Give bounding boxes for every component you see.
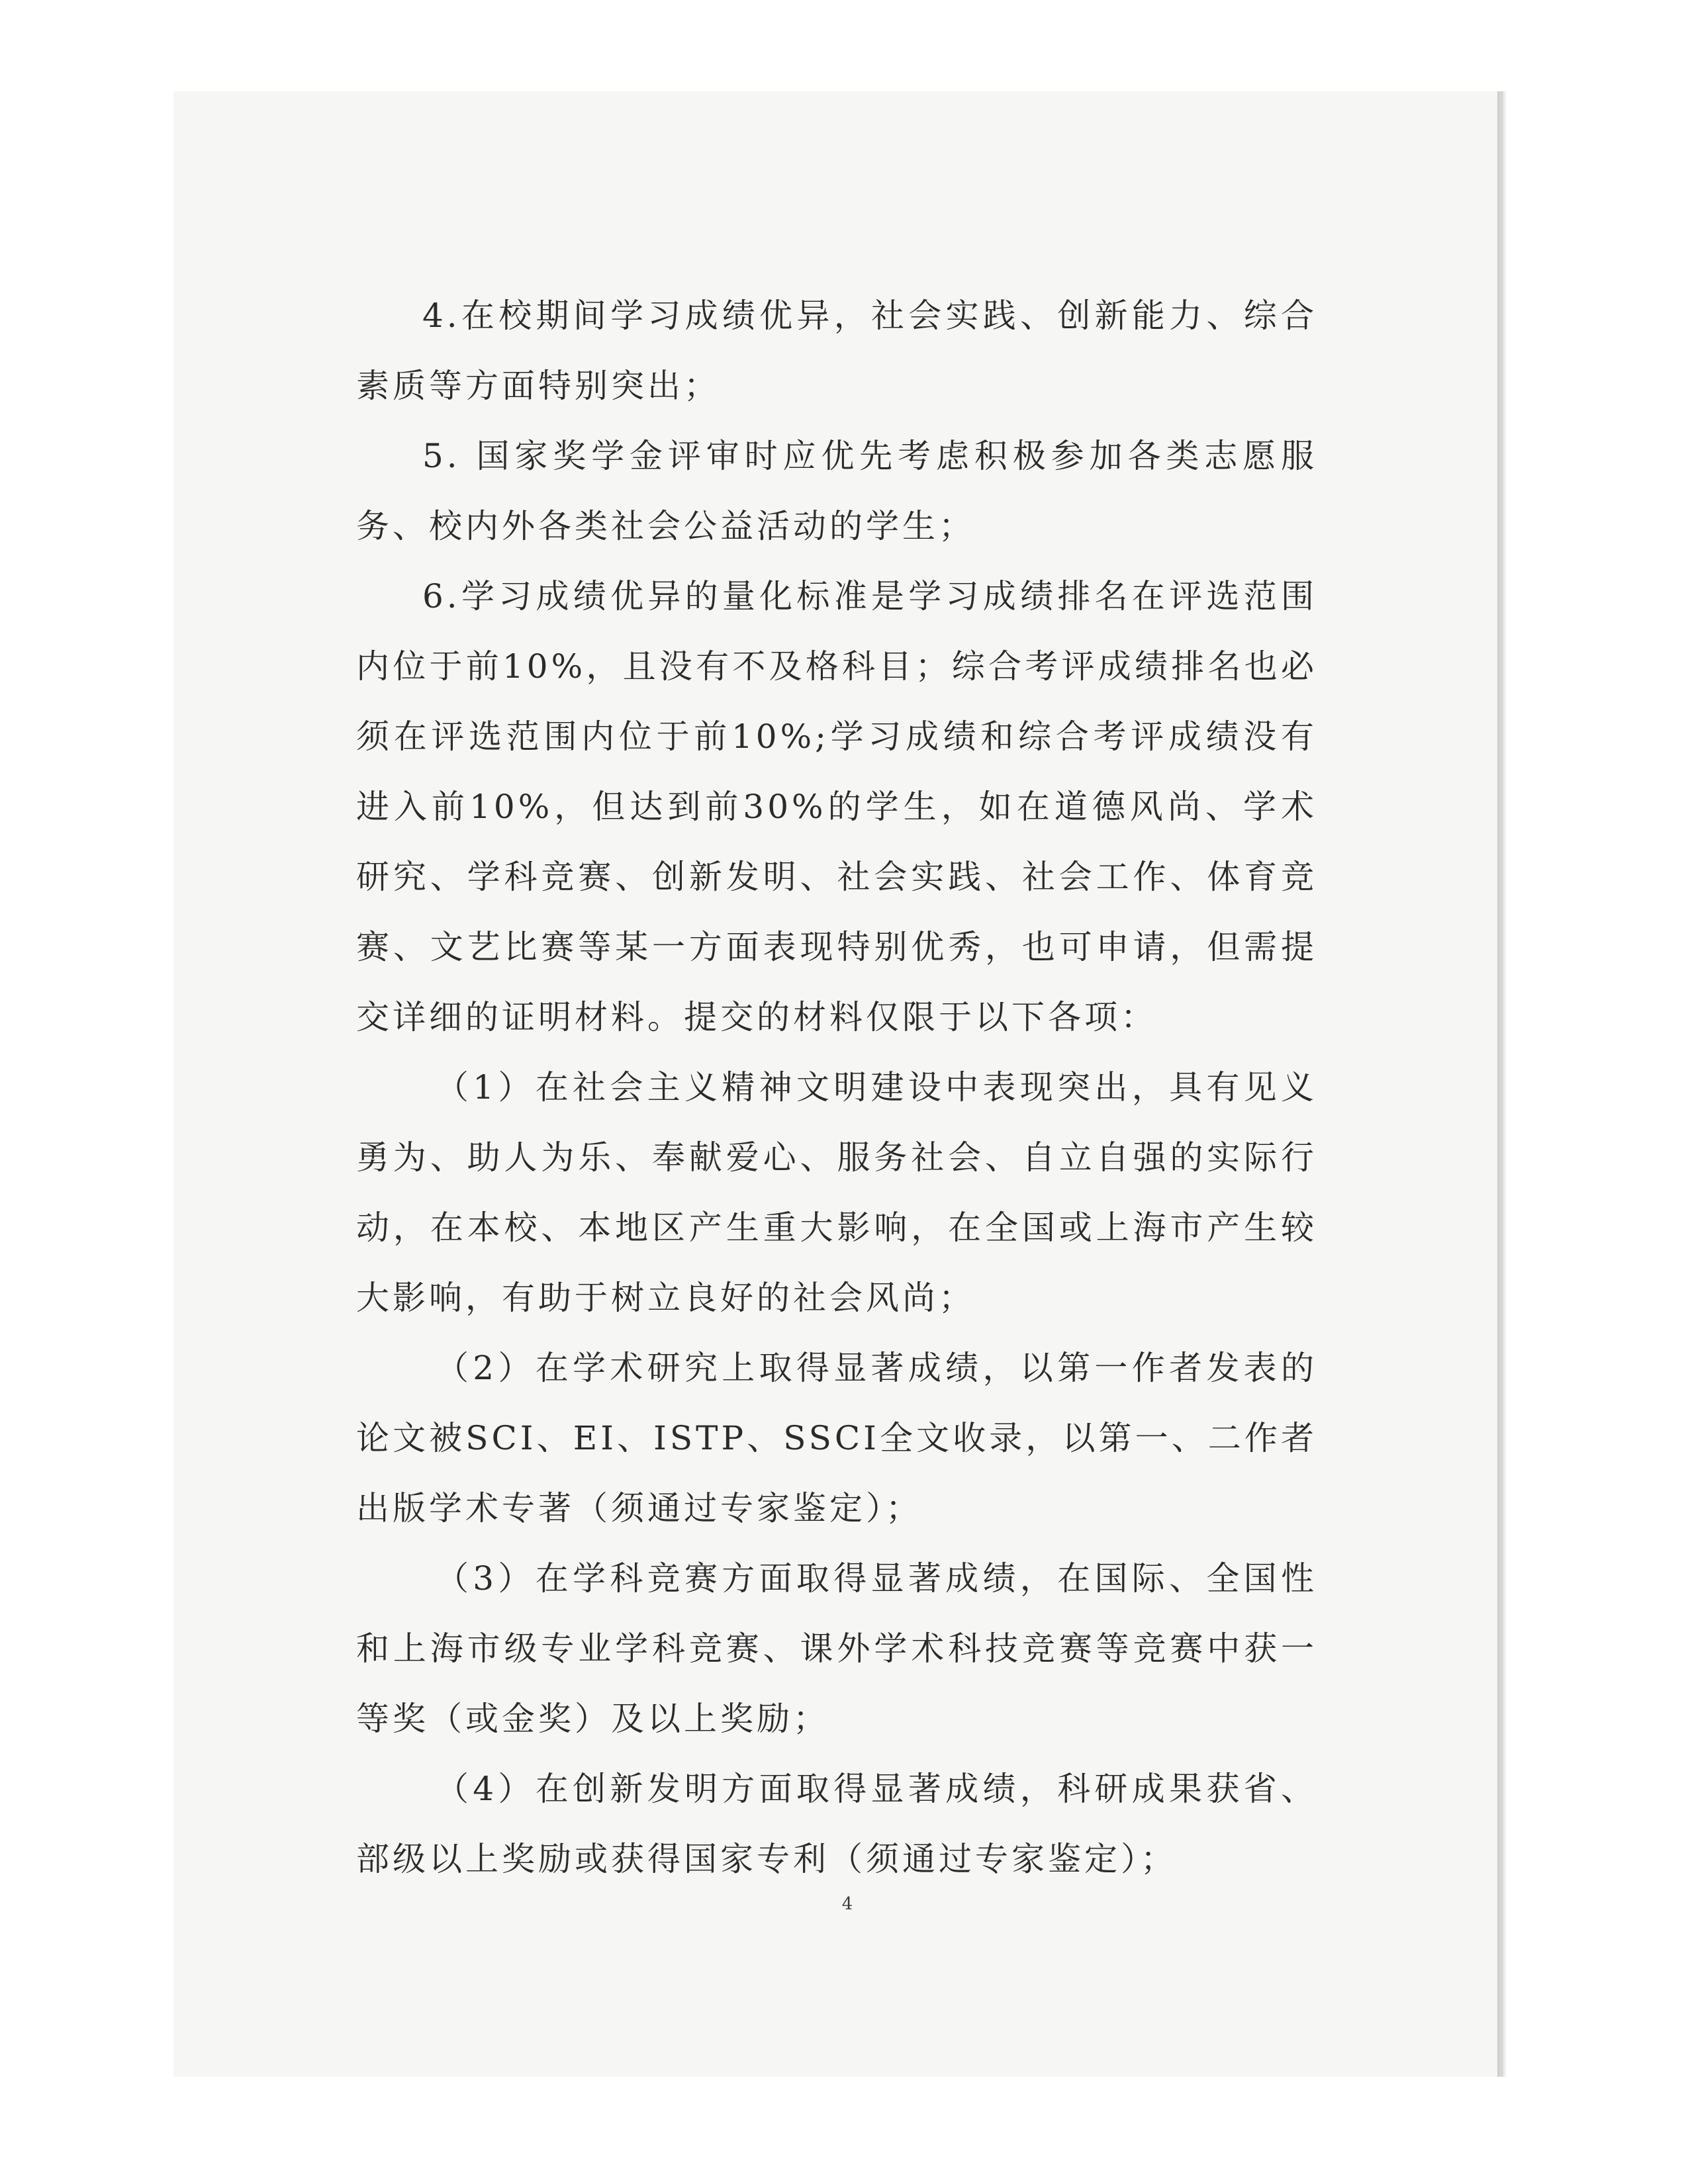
paragraph-4: 4.在校期间学习成绩优异，社会实践、创新能力、综合素质等方面特别突出；: [356, 296, 1317, 405]
list-item-4: （4）在创新发明方面取得显著成绩，科研成果获省、部级以上奖励或获得国家专利（须通过专家鉴定）；: [356, 1770, 1317, 1878]
paragraph-5: 5. 国家奖学金评审时应优先考虑积极参加各类志愿服务、校内外各类社会公益活动的学生；: [356, 437, 1317, 545]
page-number: 4: [841, 1894, 853, 1914]
paragraph-6: 6.学习成绩优异的量化标准是学习成绩排名在评选范围内位于前10%，且没有不及格科目；综合考评成绩排名也必须在评选范围内位于前10%;学习成绩和综合考评成绩没有进入前10%，但达到前30%的学生，如在道德风尚、学术研究、学科竞赛、创新发明、社会实践、社会工作、体育竞赛、文艺比赛等某一方面表现特别优秀，也可申请，但需提交详细的证明材料。提交的材料仅限于以下各项：: [356, 577, 1317, 1036]
document-body: [356, 281, 1317, 1894]
list-item-3: （3）在学科竞赛方面取得显著成绩，在国际、全国性和上海市级专业学科竞赛、课外学术科技竞赛等竞赛中获一等奖（或金奖）及以上奖励；: [356, 1559, 1317, 1738]
list-item-1: （1）在社会主义精神文明建设中表现突出，具有见义勇为、助人为乐、奉献爱心、服务社会、自立自强的实际行动，在本校、本地区产生重大影响，在全国或上海市产生较大影响，有助于树立良好的社会风尚；: [356, 1068, 1317, 1317]
list-item-2: （2）在学术研究上取得显著成绩，以第一作者发表的论文被SCI、EI、ISTP、SSCI全文收录，以第一、二作者出版学术专著（须通过专家鉴定）；: [356, 1349, 1317, 1527]
